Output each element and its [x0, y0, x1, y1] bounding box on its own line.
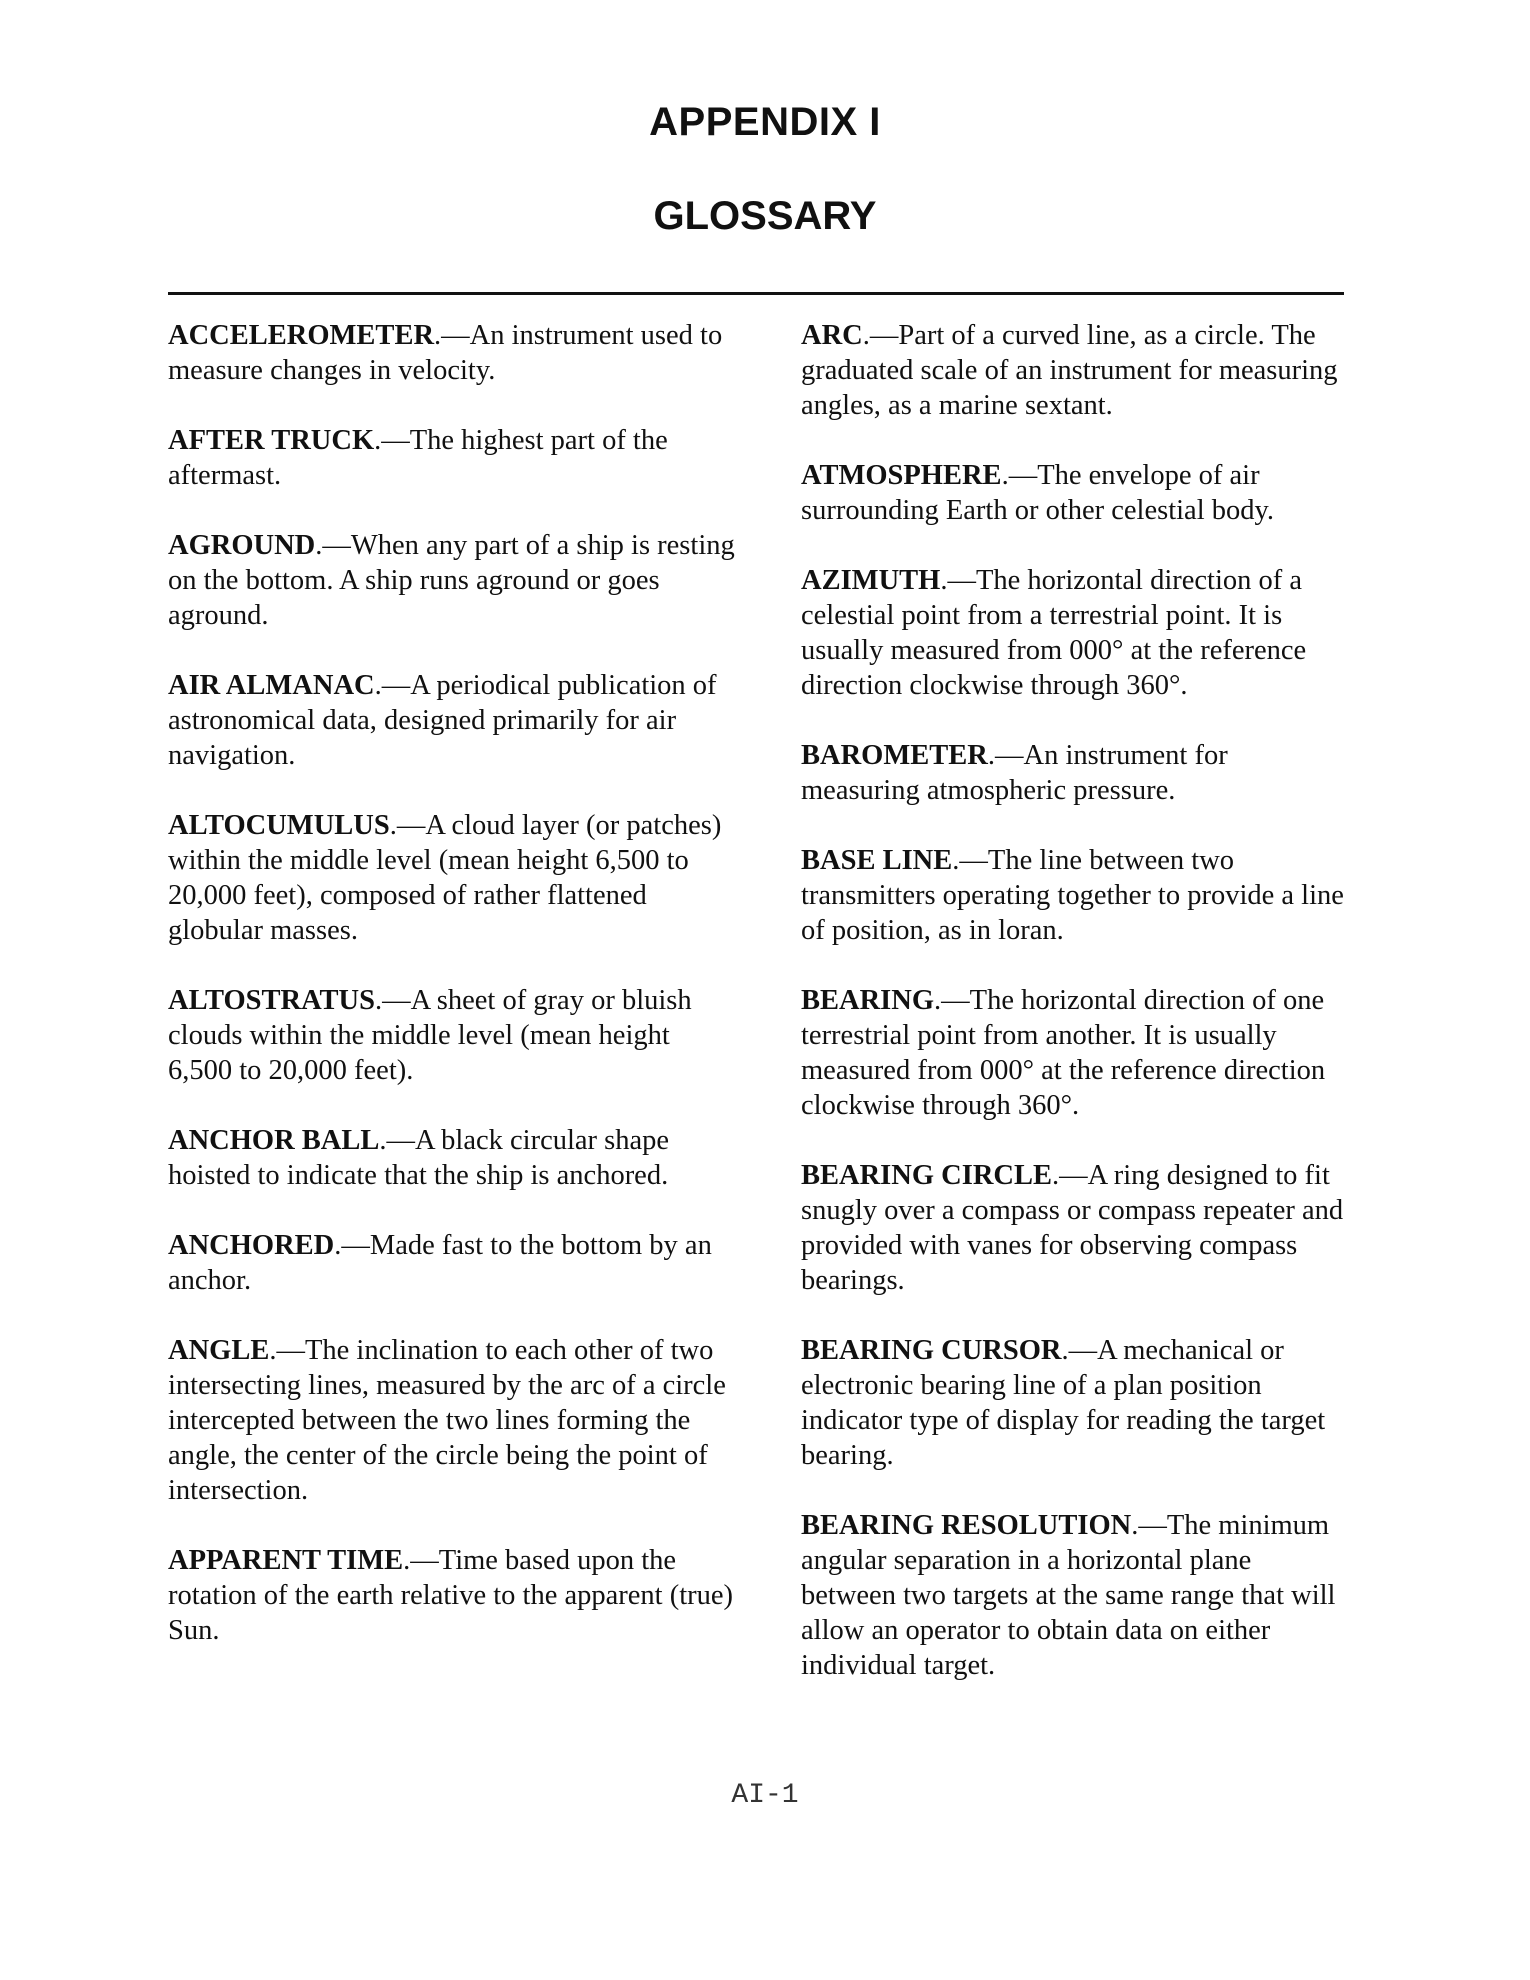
- glossary-entry: [168, 808, 738, 948]
- appendix-heading: APPENDIX I: [649, 100, 881, 144]
- glossary-entry: [168, 1333, 738, 1508]
- glossary-term: ALTOCUMULUS: [168, 810, 390, 841]
- glossary-definition: .—A mechanical or electronic bearing line of a plan position indicator type of display for reading the target bearing.: [801, 1335, 1326, 1471]
- glossary-term: ALTOSTRATUS: [168, 985, 375, 1016]
- glossary-entry: [168, 318, 738, 388]
- glossary-definition: .—Part of a curved line, as a circle. The graduated scale of an instrument for measuring angles, as a marine sextant.: [801, 320, 1338, 421]
- right-column: [801, 318, 1346, 1718]
- glossary-definition: .—The line between two transmitters operating together to provide a line of position, as in loran.: [801, 845, 1344, 946]
- glossary-term: AFTER TRUCK: [168, 425, 375, 456]
- glossary-term: BEARING CURSOR: [801, 1335, 1062, 1366]
- glossary-definition: .—A sheet of gray or bluish clouds within the middle level (mean height 6,500 to 20,000 feet).: [168, 985, 692, 1086]
- glossary-definition: .—The inclination to each other of two intersecting lines, measured by the arc of a circle intercepted between the two lines forming the angle, the center of the circle being the point of intersection.: [168, 1335, 726, 1506]
- glossary-definition: .—A periodical publication of astronomical data, designed primarily for air navigation.: [168, 670, 717, 771]
- glossary-definition: .—The minimum angular separation in a horizontal plane between two targets at the same range that will allow an operator to obtain data on either individual target.: [801, 1510, 1336, 1681]
- glossary-entry: [801, 318, 1346, 423]
- glossary-entry: [801, 738, 1346, 808]
- glossary-entry: [801, 1508, 1346, 1683]
- glossary-term: ATMOSPHERE: [801, 460, 1002, 491]
- page-title: GLOSSARY: [653, 194, 877, 238]
- glossary-entry: [801, 563, 1346, 703]
- glossary-entry: [168, 983, 738, 1088]
- glossary-term: ARC: [801, 320, 863, 351]
- glossary-term: ANCHORED: [168, 1230, 335, 1261]
- glossary-definition: .—Made fast to the bottom by an anchor.: [168, 1230, 712, 1296]
- glossary-entry: [801, 1158, 1346, 1298]
- glossary-definition: .—When any part of a ship is resting on the bottom. A ship runs aground or goes aground.: [168, 530, 735, 631]
- glossary-definition: .—A ring designed to fit snugly over a compass or compass repeater and provided with vanes for observing compass bearings.: [801, 1160, 1344, 1296]
- glossary-entry: [168, 423, 738, 493]
- glossary-term: AZIMUTH: [801, 565, 941, 596]
- glossary-definition: .—The horizontal direction of a celestial point from a terrestrial point. It is usually measured from 000° at the reference direction clockwise through 360°.: [801, 565, 1307, 701]
- glossary-term: AGROUND: [168, 530, 316, 561]
- glossary-entry: [168, 668, 738, 773]
- glossary-entry: [168, 1543, 738, 1648]
- glossary-definition: .—A black circular shape hoisted to indicate that the ship is anchored.: [168, 1125, 670, 1191]
- glossary-entry: [801, 983, 1346, 1123]
- glossary-entry: [168, 1228, 738, 1298]
- glossary-entry: [801, 1333, 1346, 1473]
- glossary-definition: .—Time based upon the rotation of the earth relative to the apparent (true) Sun.: [168, 1545, 733, 1646]
- header-divider: [168, 292, 1344, 295]
- glossary-term: APPARENT TIME: [168, 1545, 404, 1576]
- glossary-term: BEARING: [801, 985, 935, 1016]
- glossary-definition: .—An instrument used to measure changes in velocity.: [168, 320, 723, 386]
- glossary-definition: .—An instrument for measuring atmospheric pressure.: [801, 740, 1228, 806]
- glossary-definition: .—A cloud layer (or patches) within the middle level (mean height 6,500 to 20,000 feet), composed of rather flattened globular masses.: [168, 810, 722, 946]
- glossary-term: ANCHOR BALL: [168, 1125, 380, 1156]
- glossary-term: BEARING CIRCLE: [801, 1160, 1053, 1191]
- glossary-entry: [168, 528, 738, 633]
- glossary-term: ANGLE: [168, 1335, 270, 1366]
- glossary-entry: [801, 458, 1346, 528]
- glossary-term: ACCELEROMETER: [168, 320, 435, 351]
- glossary-term: BASE LINE: [801, 845, 953, 876]
- glossary-entry: [801, 843, 1346, 948]
- glossary-definition: .—The envelope of air surrounding Earth or other celestial body.: [801, 460, 1275, 526]
- glossary-definition: .—The horizontal direction of one terrestrial point from another. It is usually measured from 000° at the reference direction clockwise through 360°.: [801, 985, 1326, 1121]
- glossary-term: BAROMETER: [801, 740, 988, 771]
- glossary-entry: [168, 1123, 738, 1193]
- page-number: AI-1: [731, 1780, 799, 1811]
- glossary-term: AIR ALMANAC: [168, 670, 375, 701]
- left-column: [168, 318, 738, 1683]
- glossary-term: BEARING RESOLUTION: [801, 1510, 1132, 1541]
- glossary-definition: .—The highest part of the aftermast.: [168, 425, 668, 491]
